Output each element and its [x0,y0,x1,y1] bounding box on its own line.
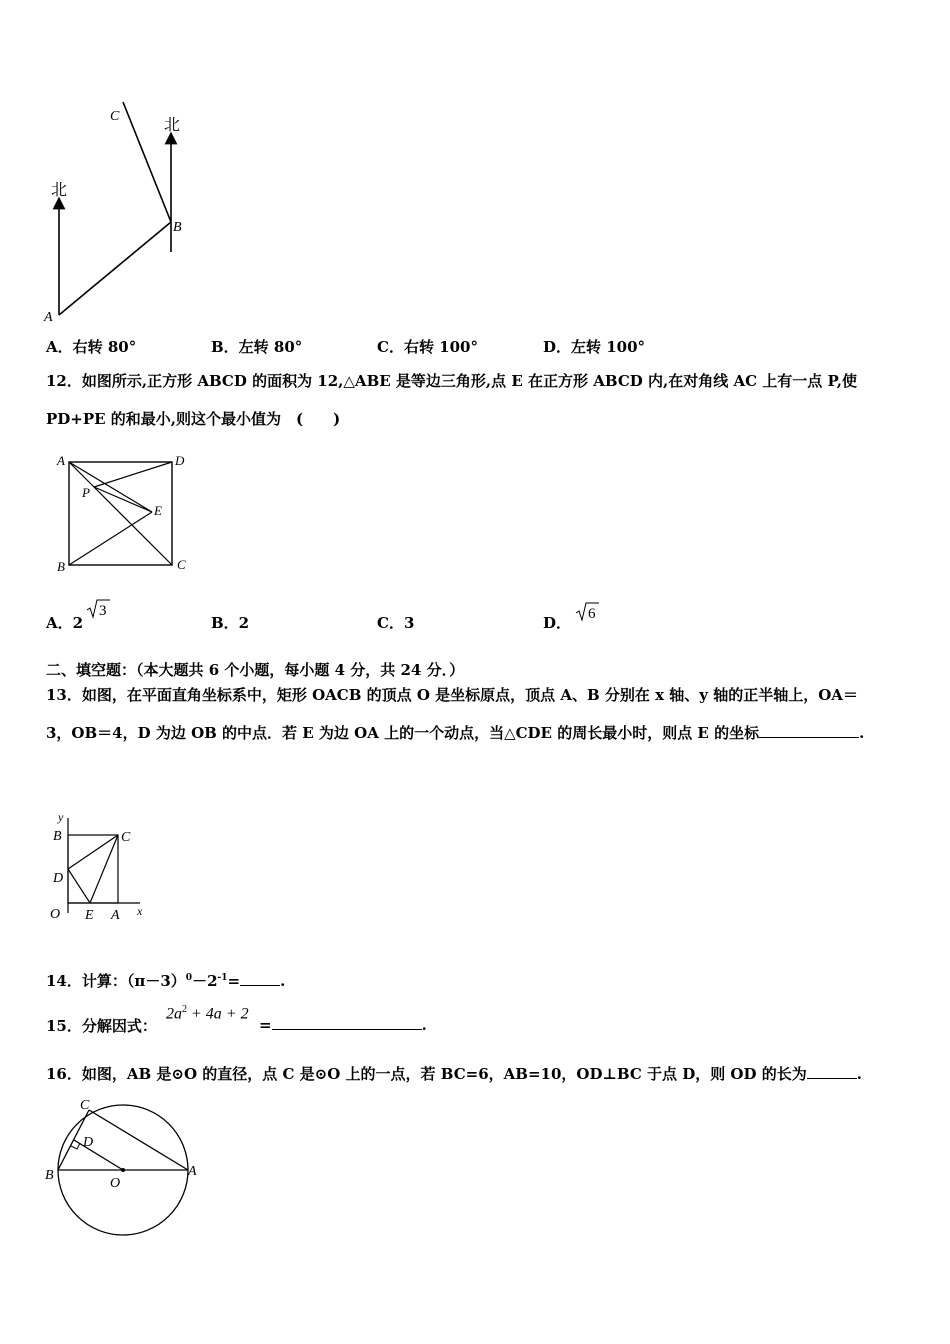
q15-expr-sup: 2 [182,1004,187,1015]
north-label-2: 北 [164,117,181,134]
q12-option-a-radicand: 3 [99,603,107,619]
q12-label-p: P [82,485,90,500]
q13-line2-text: 3，OB＝4，D 为边 OB 的中点．若 E 为边 OA 上的一个动点，当△CDE 的周长最小时，则点 E 的坐标 [46,724,760,742]
q13-coordinate-figure [45,808,165,928]
q11-option-b[interactable]: B．左转 80° [211,338,303,356]
point-a-label: A [44,310,53,325]
q12-option-a-sqrt [85,597,111,621]
q16-text: 16．如图，AB 是⊙O 的直径，点 C 是⊙O 上的一点，若 BC=6，AB=10，OD⊥BC 于点 D，则 OD 的长为 [46,1065,807,1083]
q14-mid: －2 [192,972,218,990]
q12-label-e: E [154,503,162,518]
center-dot [121,1168,125,1172]
point-c-label: C [110,109,120,124]
point-b-label: B [173,220,182,235]
q12-option-a-prefix: A．2 [46,614,84,632]
q13-answer-blank[interactable] [759,723,859,738]
q12-question-line1: 12．如图所示,正方形 ABCD 的面积为 12,△ABE 是等边三角形,点 E 在正方形 ABCD 内,在对角线 AC 上有一点 P,使 [46,372,858,390]
q13-label-c: C [121,830,131,845]
segment-be [69,512,152,565]
segment-od [74,1140,123,1170]
q13-line2-end: . [859,724,865,742]
q14-answer-blank[interactable] [240,971,280,986]
q14-end: . [280,972,286,990]
q13-label-y: y [58,810,64,824]
q12-label-b: B [57,559,65,574]
q16-end: . [856,1065,862,1083]
q16-label-c: C [80,1098,90,1113]
q15-answer-blank[interactable] [272,1015,422,1030]
chord-ca [89,1110,188,1170]
q12-square-figure [50,450,200,580]
q16-question [46,1063,862,1084]
q12-option-d-radicand: 6 [588,606,596,622]
q15-answer [259,1015,427,1034]
q13-label-b: B [53,829,62,844]
north-label-1: 北 [51,182,68,199]
q13-label-d: D [53,871,64,886]
q15-end: . [421,1016,427,1034]
q16-label-d: D [83,1135,94,1150]
q15-expression [166,1004,249,1023]
q12-option-c[interactable]: C．3 [377,614,415,632]
q11-option-a[interactable]: A．右转 80° [46,338,137,356]
q15-expr-b: + 4a + 2 [187,1005,249,1023]
q16-label-b: B [45,1168,54,1183]
q12-label-c: C [177,557,186,572]
q16-label-a: A [188,1164,197,1179]
q14-tail: = [227,972,241,990]
q13-question-line1: 13．如图，在平面直角坐标系中，矩形 OACB 的顶点 O 是坐标原点，顶点 A、B 分别在 x 轴、y 轴的正半轴上，OA＝ [46,686,858,704]
segment-pd [94,462,172,487]
q12-option-a[interactable] [46,612,83,633]
q12-label-d: D [175,453,185,468]
segment-de [68,869,90,903]
segment-ab [59,222,171,315]
q12-option-d-sqrt [574,601,600,623]
rectangle-oacb [68,835,118,903]
q14-sup1: 0 [185,973,193,983]
q13-label-x: x [137,904,143,918]
q13-label-e: E [85,908,94,923]
q11-bearing-figure [40,95,200,330]
q14-text: 14．计算：（π－3） [46,972,186,990]
q12-option-d-prefix: D． [543,614,572,632]
q11-option-c[interactable]: C．右转 100° [377,338,478,356]
q11-option-d[interactable]: D．左转 100° [543,338,646,356]
q13-label-o: O [50,907,61,922]
q14-question [46,970,285,991]
section-heading: 二、填空题：（本大题共 6 个小题，每小题 4 分，共 24 分．） [46,661,465,679]
q16-circle-figure [40,1095,200,1240]
segment-pe [94,487,152,512]
q12-question-line2: PD+PE 的和最小,则这个最小值为 ( ) [46,410,341,428]
q15-eq: = [259,1016,272,1034]
q12-option-d[interactable] [543,612,571,633]
right-angle-mark [71,1143,80,1149]
q12-label-a: A [57,453,65,468]
q14-sup2: -1 [217,973,228,983]
q16-label-o: O [110,1176,121,1191]
q13-question-line2 [46,722,864,743]
q16-answer-blank[interactable] [807,1064,857,1079]
q15-prefix: 15．分解因式： [46,1017,157,1035]
q12-option-b[interactable]: B．2 [211,614,250,632]
q13-label-a: A [111,908,120,923]
q15-expr-a: 2a [166,1005,182,1023]
